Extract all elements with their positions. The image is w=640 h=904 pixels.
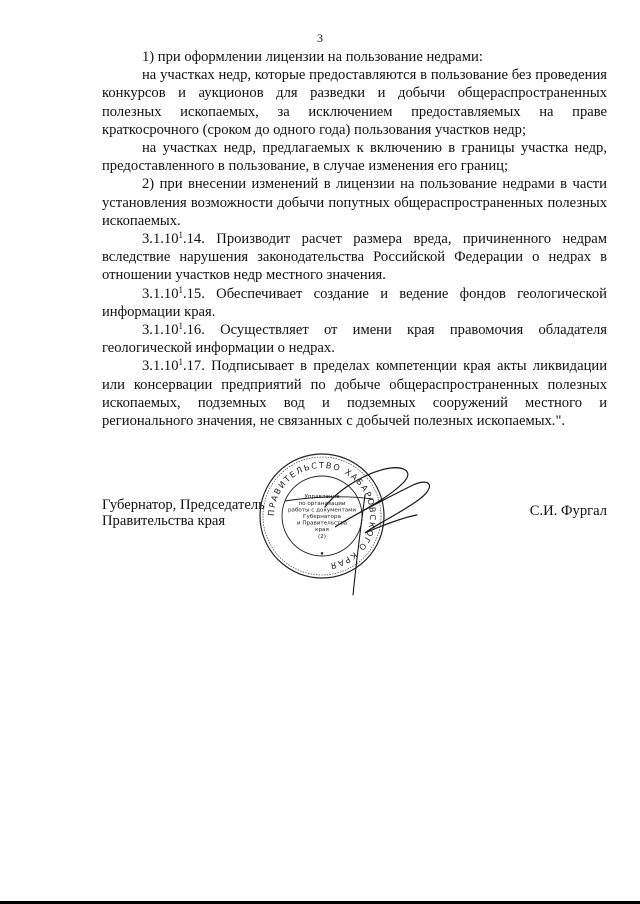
paragraph-3	[102, 139, 607, 175]
official-seal	[258, 452, 386, 580]
seal-inner-line: края	[315, 527, 329, 534]
signatory-title-line: Губернатор, Председатель	[102, 497, 265, 513]
paragraph-text: 2) при внесении изменений в лицензии на пользование недрами в части установления возможности добычи попутных общераспространенных полезных ископаемых.	[102, 176, 607, 229]
clause-number: 3.1.10	[142, 231, 179, 248]
paragraph-7	[102, 321, 607, 357]
signatory-name: С.И. Фургал	[529, 503, 607, 519]
seal-inner-line: по организации	[298, 500, 346, 507]
seal-inner-line: (2)	[318, 533, 326, 540]
clause-number: 3.1.10	[142, 358, 179, 375]
paragraph-5	[102, 230, 607, 285]
signatory-title	[102, 497, 265, 529]
paragraph-text: .16. Осуществляет от имени края правомочия обладателя геологической информации о недрах.	[102, 322, 607, 357]
seal-ring-text: ПРАВИТЕЛЬСТВО ХАБАРОВСКОГО КРАЯ	[265, 459, 379, 572]
clause-number: 3.1.10	[142, 322, 179, 339]
paragraph-text: на участках недр, которые предоставляются в пользование без проведения конкурсов и аукционов для разведки и добычи общераспространенных полезных ископаемых, за исключением предоставляемых на праве краткосрочного (сроком до одного года) пользования участков недр;	[102, 67, 607, 138]
clause-superscript: 1	[178, 321, 183, 332]
page-number: 3	[317, 31, 323, 45]
signatory-title-line: Правительства края	[102, 513, 226, 529]
clause-superscript: 1	[178, 230, 183, 241]
clause-superscript: 1	[178, 357, 183, 368]
seal-inner-line: работы с документами	[288, 507, 356, 514]
paragraph-text: .17. Подписывает в пределах компетенции края акты ликвидации или консервации предприятий по добыче общераспространенных полезных ископаемых, подземных вод и подземных сооружений местного и регионального значения, не связанных с добычей полезных ископаемых.".	[102, 358, 607, 430]
svg-text:●: ●	[320, 551, 324, 557]
paragraph-4	[102, 175, 607, 230]
paragraph-2	[102, 66, 607, 139]
seal-inner-line: и Правительства	[296, 520, 348, 527]
document-body	[102, 48, 607, 430]
paragraph-text: 1) при оформлении лицензии на пользование недрами:	[142, 49, 483, 65]
paragraph-text: .15. Обеспечивает создание и ведение фондов геологической информации края.	[102, 285, 607, 320]
clause-superscript: 1	[178, 284, 183, 295]
seal-inner-line: Губернатора	[303, 514, 341, 520]
paragraph-8	[102, 357, 607, 430]
clause-number: 3.1.10	[142, 285, 179, 302]
paragraph-1	[102, 48, 607, 66]
paragraph-text: на участках недр, предлагаемых к включению в границы участка недр, предоставленного в пользование, в случае изменения его границ;	[102, 140, 607, 175]
seal-inner-text	[288, 494, 356, 540]
paragraph-text: .14. Производит расчет размера вреда, причиненного недрам вследствие нарушения законодательства Российской Федерации о недрах в отношении участков недр местного значения.	[102, 231, 607, 284]
paragraph-6	[102, 285, 607, 321]
seal-inner-line: Управление	[304, 494, 340, 501]
